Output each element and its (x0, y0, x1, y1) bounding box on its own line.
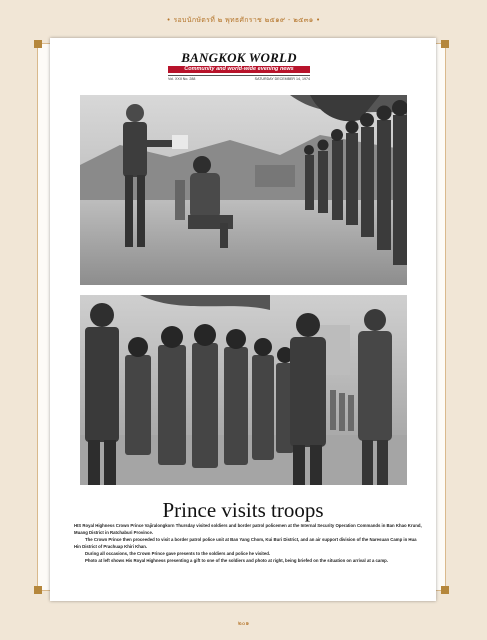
issue-date: SATURDAY DECEMBER 14, 1974 (254, 77, 310, 81)
article-headline: Prince visits troops (162, 498, 324, 522)
book-header: • รอบนักษัตรที่ ๒ พุทธศักราช ๒๕๑๙ - ๒๕๓๑ • (166, 16, 321, 24)
corner-ornament-icon (34, 586, 42, 594)
photo-camp-briefing (80, 295, 407, 485)
corner-ornament-icon (441, 586, 449, 594)
corner-ornament-icon (441, 40, 449, 48)
newspaper-page (50, 38, 436, 601)
photo-gift-presentation (80, 95, 407, 285)
newspaper-name: BANGKOK WORLD (181, 50, 297, 65)
article-body (74, 522, 424, 564)
page-number: ๒๐๑ (237, 620, 250, 627)
newspaper-tagline: Community and world-wide evening news (168, 66, 310, 73)
photo-camp-briefing-image (80, 295, 407, 485)
article-paragraph: HIS Royal Highness Crown Prince Vajiralongkorn Thursday visited soldiers and border patrol policemen at the Internal Security Operation Commands in Ban Khao Krund, Muang District in Ratchaburi Province. (74, 523, 422, 535)
article-paragraph: During all occasions, the Crown Prince gave presents to the soldiers and police he visited. (85, 551, 271, 556)
masthead (168, 51, 310, 81)
article-paragraph: The Crown Prince then proceeded to visit a border patrol police unit at Ban Yang Chom, Kui Buri District, and an air support division of the Naresuan Camp in Hua Hin District of Prachuap Khiri Khan. (74, 537, 417, 549)
volume-number: Vol. XXII No. 288 (168, 77, 196, 81)
corner-ornament-icon (34, 40, 42, 48)
article-paragraph: Photo at left shows His Royal Highness presenting a gift to one of the soldiers and photo at right, being briefed on the situation on arrival at a camp. (85, 558, 388, 563)
photo-gift-presentation-image (80, 95, 407, 285)
masthead-meta (168, 75, 310, 81)
